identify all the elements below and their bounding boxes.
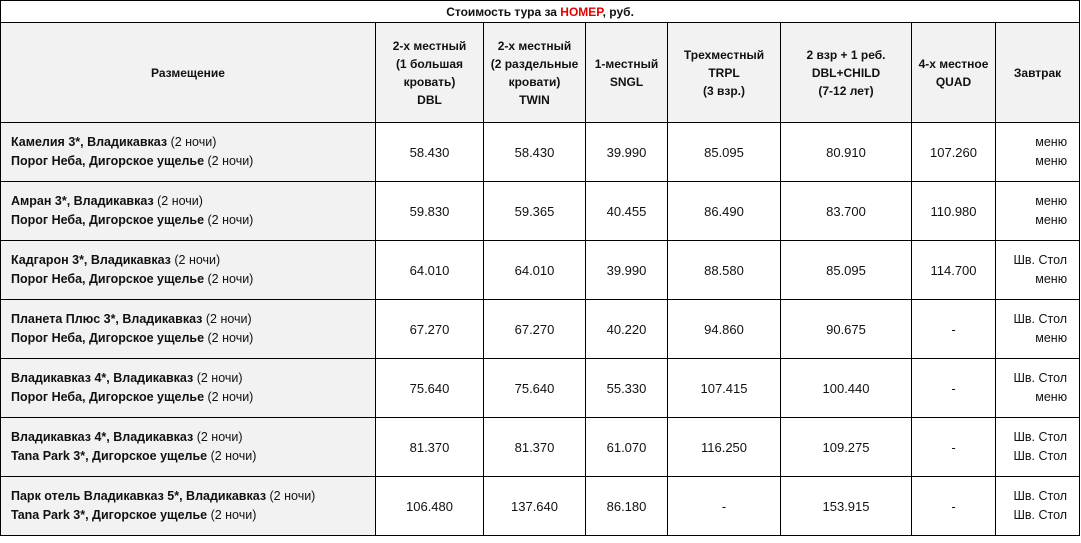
- column-header-line: (2 раздельные: [490, 56, 579, 71]
- price-cell-twin: 137.640: [484, 477, 586, 536]
- price-cell-dbl: 67.270: [376, 300, 484, 359]
- price-cell-trpl: 86.490: [668, 182, 781, 241]
- price-cell-twin: 64.010: [484, 241, 586, 300]
- placement-line: [11, 329, 375, 348]
- breakfast-cell: [996, 477, 1080, 536]
- breakfast-cell: [996, 300, 1080, 359]
- price-cell-sngl: 40.455: [586, 182, 668, 241]
- hotel-name: Владикавказ 4*, Владикавказ: [11, 430, 194, 444]
- title-prefix: Стоимость тура за: [446, 4, 561, 19]
- placement-line: [11, 192, 375, 211]
- hotel-name: Планета Плюс 3*, Владикавказ: [11, 312, 203, 326]
- placement-line: [11, 251, 375, 270]
- nights-count: (2 ночи): [202, 312, 252, 326]
- column-header-line: 2-х местный: [497, 38, 572, 53]
- breakfast-line: меню: [1035, 194, 1068, 208]
- price-cell-dbl: 59.830: [376, 182, 484, 241]
- price-cell-quad: -: [912, 477, 996, 536]
- price-cell-sngl: 86.180: [586, 477, 668, 536]
- price-cell-sngl: 61.070: [586, 418, 668, 477]
- price-cell-sngl: 55.330: [586, 359, 668, 418]
- price-cell-dbl-child: 80.910: [781, 123, 912, 182]
- breakfast-cell: [996, 418, 1080, 477]
- placement-line: [11, 133, 375, 152]
- price-cell-quad: -: [912, 300, 996, 359]
- price-cell-dbl: 64.010: [376, 241, 484, 300]
- price-cell-quad: 107.260: [912, 123, 996, 182]
- nights-count: (2 ночи): [193, 371, 243, 385]
- price-cell-trpl: 116.250: [668, 418, 781, 477]
- placement-line: [11, 270, 375, 289]
- placement-cell: [1, 300, 376, 359]
- hotel-name: Порог Неба, Дигорское ущелье: [11, 272, 205, 286]
- price-cell-dbl-child: 90.675: [781, 300, 912, 359]
- nights-count: (2 ночи): [204, 331, 254, 345]
- column-header-trpl: [668, 23, 781, 123]
- placement-line: [11, 487, 375, 506]
- table-row: [1, 182, 1080, 241]
- price-cell-twin: 67.270: [484, 300, 586, 359]
- placement-line: [11, 211, 375, 230]
- column-header-line: кровать): [403, 74, 456, 89]
- column-header-line: TWIN: [519, 92, 550, 107]
- hotel-name: Порог Неба, Дигорское ущелье: [11, 213, 205, 227]
- breakfast-line: меню: [1035, 213, 1068, 227]
- column-header-line: (3 взр.): [702, 83, 745, 98]
- nights-count: (2 ночи): [153, 194, 203, 208]
- table-row: [1, 418, 1080, 477]
- column-header-line: SNGL: [609, 74, 644, 89]
- price-cell-twin: 58.430: [484, 123, 586, 182]
- breakfast-cell: [996, 241, 1080, 300]
- price-cell-quad: -: [912, 359, 996, 418]
- price-cell-dbl: 58.430: [376, 123, 484, 182]
- placement-line: [11, 506, 375, 525]
- hotel-name: Владикавказ 4*, Владикавказ: [11, 371, 194, 385]
- placement-line: [11, 310, 375, 329]
- column-header-line: DBL+CHILD: [811, 65, 881, 80]
- column-header-breakfast: [996, 23, 1080, 123]
- price-cell-dbl-child: 85.095: [781, 241, 912, 300]
- breakfast-line: Шв. Стол: [1013, 253, 1068, 267]
- column-header-dbl: [376, 23, 484, 123]
- price-cell-trpl: 85.095: [668, 123, 781, 182]
- placement-line: [11, 447, 375, 466]
- breakfast-line: Шв. Стол: [1013, 371, 1068, 385]
- price-cell-quad: 110.980: [912, 182, 996, 241]
- breakfast-line: Шв. Стол: [1013, 312, 1068, 326]
- nights-count: (2 ночи): [204, 154, 254, 168]
- breakfast-line: Шв. Стол: [1013, 489, 1068, 503]
- hotel-name: Tana Park 3*, Дигорское ущелье: [11, 508, 208, 522]
- column-header-placement: [1, 23, 376, 123]
- price-cell-twin: 75.640: [484, 359, 586, 418]
- price-cell-dbl-child: 153.915: [781, 477, 912, 536]
- column-header-line: Завтрак: [1013, 65, 1062, 80]
- hotel-name: Порог Неба, Дигорское ущелье: [11, 154, 205, 168]
- column-header-row: [1, 23, 1080, 123]
- breakfast-line: меню: [1035, 331, 1068, 345]
- breakfast-line: меню: [1035, 154, 1068, 168]
- price-cell-sngl: 39.990: [586, 123, 668, 182]
- price-cell-trpl: 107.415: [668, 359, 781, 418]
- title-highlight: НОМЕР: [560, 4, 603, 19]
- table-row: [1, 359, 1080, 418]
- placement-cell: [1, 418, 376, 477]
- price-cell-sngl: 39.990: [586, 241, 668, 300]
- column-header-line: DBL: [417, 92, 442, 107]
- price-cell-sngl: 40.220: [586, 300, 668, 359]
- price-cell-twin: 59.365: [484, 182, 586, 241]
- hotel-name: Порог Неба, Дигорское ущелье: [11, 331, 205, 345]
- breakfast-cell: [996, 359, 1080, 418]
- hotel-name: Кадгарон 3*, Владикавказ: [11, 253, 171, 267]
- column-header-dbl-child: [781, 23, 912, 123]
- nights-count: (2 ночи): [266, 489, 316, 503]
- placement-cell: [1, 182, 376, 241]
- placement-line: [11, 152, 375, 171]
- price-cell-quad: -: [912, 418, 996, 477]
- column-header-line: Размещение: [151, 65, 225, 80]
- column-header-sngl: [586, 23, 668, 123]
- breakfast-line: Шв. Стол: [1013, 508, 1068, 522]
- placement-cell: [1, 123, 376, 182]
- nights-count: (2 ночи): [204, 272, 254, 286]
- breakfast-line: меню: [1035, 135, 1068, 149]
- breakfast-line: меню: [1035, 272, 1068, 286]
- price-cell-dbl-child: 109.275: [781, 418, 912, 477]
- nights-count: (2 ночи): [170, 253, 221, 267]
- placement-cell: [1, 359, 376, 418]
- column-header-quad: [912, 23, 996, 123]
- table-row: [1, 300, 1080, 359]
- price-cell-dbl: 106.480: [376, 477, 484, 536]
- breakfast-line: Шв. Стол: [1013, 449, 1068, 463]
- hotel-name: Порог Неба, Дигорское ущелье: [11, 390, 205, 404]
- hotel-name: Tana Park 3*, Дигорское ущелье: [11, 449, 208, 463]
- table-row: [1, 477, 1080, 536]
- table-row: [1, 123, 1080, 182]
- nights-count: (2 ночи): [204, 390, 254, 404]
- nights-count: (2 ночи): [167, 135, 217, 149]
- placement-cell: [1, 477, 376, 536]
- breakfast-line: Шв. Стол: [1013, 430, 1068, 444]
- nights-count: (2 ночи): [193, 430, 243, 444]
- hotel-name: Камелия 3*, Владикавказ: [11, 135, 168, 149]
- price-cell-dbl: 75.640: [376, 359, 484, 418]
- price-cell-trpl: -: [668, 477, 781, 536]
- breakfast-cell: [996, 182, 1080, 241]
- column-header-line: (1 большая: [395, 56, 464, 71]
- hotel-name: Парк отель Владикавказ 5*, Владикавказ: [11, 489, 267, 503]
- placement-line: [11, 388, 375, 407]
- column-header-line: 1-местный: [594, 56, 659, 71]
- column-header-twin: [484, 23, 586, 123]
- table-row: [1, 241, 1080, 300]
- nights-count: (2 ночи): [207, 508, 257, 522]
- price-cell-dbl: 81.370: [376, 418, 484, 477]
- price-cell-dbl-child: 83.700: [781, 182, 912, 241]
- placement-line: [11, 369, 375, 388]
- nights-count: (2 ночи): [204, 213, 254, 227]
- title-suffix: , руб.: [602, 4, 634, 19]
- column-header-line: кровати): [508, 74, 561, 89]
- column-header-line: 4-х местное: [918, 56, 989, 71]
- placement-line: [11, 428, 375, 447]
- price-cell-trpl: 94.860: [668, 300, 781, 359]
- column-header-line: Трехместный: [683, 47, 765, 62]
- price-cell-twin: 81.370: [484, 418, 586, 477]
- breakfast-line: меню: [1035, 390, 1068, 404]
- breakfast-cell: [996, 123, 1080, 182]
- column-header-line: TRPL: [708, 65, 740, 80]
- column-header-line: 2-х местный: [392, 38, 467, 53]
- nights-count: (2 ночи): [207, 449, 257, 463]
- column-header-line: QUAD: [935, 74, 972, 89]
- table-title-row: [1, 1, 1080, 23]
- price-cell-trpl: 88.580: [668, 241, 781, 300]
- placement-cell: [1, 241, 376, 300]
- price-cell-quad: 114.700: [912, 241, 996, 300]
- column-header-line: (7-12 лет): [818, 83, 874, 98]
- price-cell-dbl-child: 100.440: [781, 359, 912, 418]
- hotel-name: Амран 3*, Владикавказ: [11, 194, 154, 208]
- table-body: [1, 123, 1080, 536]
- column-header-line: 2 взр + 1 реб.: [806, 47, 886, 62]
- table-title: [1, 1, 1080, 23]
